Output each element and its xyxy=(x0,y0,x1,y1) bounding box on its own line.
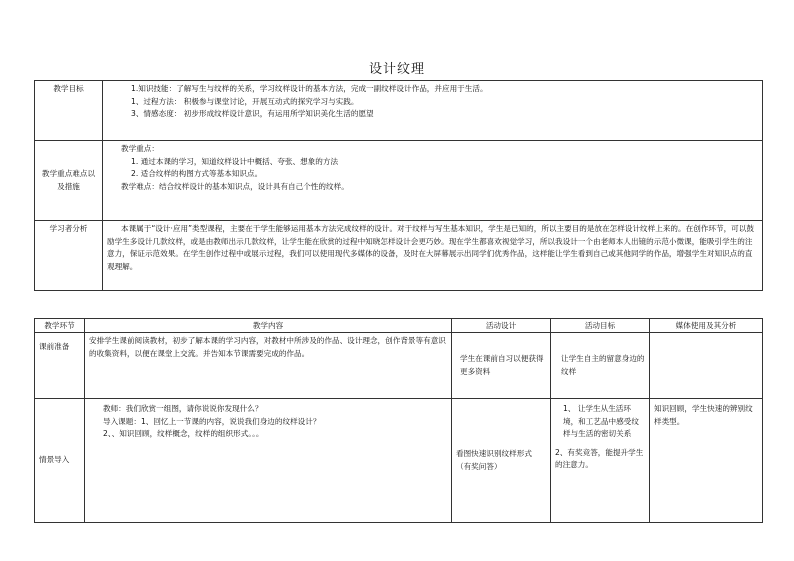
media-cell xyxy=(650,333,763,399)
lesson-plan-table xyxy=(34,80,763,291)
goals-line: 3、情感态度： 初步形成纹样设计意识，有运用所学知识美化生活的愿望 xyxy=(131,109,374,118)
objective-cell: 让学生自主的留意身边的纹样 xyxy=(551,333,650,399)
content-cell xyxy=(85,399,452,523)
difficulty-text: 教学难点：结合纹样设计的基本知识点，设计具有自己个性的纹样。 xyxy=(121,181,349,191)
table-row xyxy=(35,399,763,523)
column-header: 活动设计 xyxy=(452,319,551,333)
keypoints-cell xyxy=(103,141,763,221)
table-row xyxy=(35,333,763,399)
media-cell: 知识回顾，学生快速的辨别纹样类型。 xyxy=(650,399,763,523)
goals-label: 教学目标 xyxy=(35,81,103,141)
table-header-row xyxy=(35,319,763,333)
keypoint-item: 2. 适合纹样的构图方式等基本知识点。 xyxy=(131,169,263,178)
stage-cell: 情景导入 xyxy=(35,399,85,523)
learner-cell xyxy=(103,221,763,291)
column-header: 教学内容 xyxy=(85,319,452,333)
activity-cell: 学生在课前自习以便获得更多资料 xyxy=(452,333,551,399)
goals-cell xyxy=(103,81,763,141)
stage-cell: 课前准备 xyxy=(35,333,85,399)
objective-cell xyxy=(551,399,650,523)
table-row xyxy=(35,141,763,221)
column-header: 教学环节 xyxy=(35,319,85,333)
content-line: 导入课题：1、回忆上一节课的内容，说说我们身边的纹样设计？ xyxy=(103,416,321,426)
table-row xyxy=(35,81,763,141)
activity-cell: 看图快速识别纹样形式（有奖问答） xyxy=(452,399,551,523)
column-header: 媒体使用及其分析 xyxy=(650,319,763,333)
column-header: 活动目标 xyxy=(551,319,650,333)
document-title: 设计纹理 xyxy=(368,62,425,77)
content-line: 教师：我们欣赏一组图，请你说说你发现什么？ xyxy=(103,404,263,413)
keypoints-heading: 教学重点： xyxy=(121,144,159,153)
teaching-process-table xyxy=(34,318,763,523)
goals-line: 1.知识技能：了解写生与纹样的关系，学习纹样设计的基本方法，完成一副纹样设计作品，并应用于生活。 xyxy=(131,84,488,93)
keypoint-item: 1. 通过本课的学习，知道纹样设计中概括、夸张、想象的方法 xyxy=(131,156,339,166)
learner-label: 学习者分析 xyxy=(35,221,103,291)
content-cell: 安排学生课前阅读教材，初步了解本课的学习内容，对教材中所涉及的作品、设计理念，创作背景等有意识的收集资料，以便在课堂上交流。并告知本节课需要完成的作品。 xyxy=(85,333,452,399)
objective-line: 2、有奖竞答，能提升学生的注意力。 xyxy=(555,447,644,469)
goals-line: 1、过程方法： 积极参与课堂讨论，开展互动式的探究学习与实践。 xyxy=(131,96,359,106)
keypoints-label: 教学重点难点以及措施 xyxy=(35,141,103,221)
learner-text: 本课属于“设计·应用”类型课程，主要在于学生能够运用基本方法完成纹样的设计。对于纹样与写生基本知识，学生是已知的，所以主要目的是放在怎样设计纹样上来的。在创作环节，可以鼓励学生多设计几款纹样，或是由教师出示几款纹样，让学生能在欣赏的过程中知晓怎样设计会更巧妙。现在学生都喜欢视觉学习，所以我设计一个由老师本人出镜的示范小微课，能吸引学生的注意力，保证示范效果。在学生创作过程中或展示过程，我们可以使用现代多媒体的设备，及时在大屏幕展示出同学们优秀作品，这样能让学生看到自己或其他同学的作品，增强学生对知识点的直观理解。 xyxy=(107,224,754,271)
table-row xyxy=(35,221,763,291)
content-line: 2、、知识回顾，纹样概念，纹样的组织形式。。。 xyxy=(103,429,264,438)
objective-line: 1、 让学生从生活环境，和工艺品中感受纹样与生活的密切关系 xyxy=(563,404,639,438)
